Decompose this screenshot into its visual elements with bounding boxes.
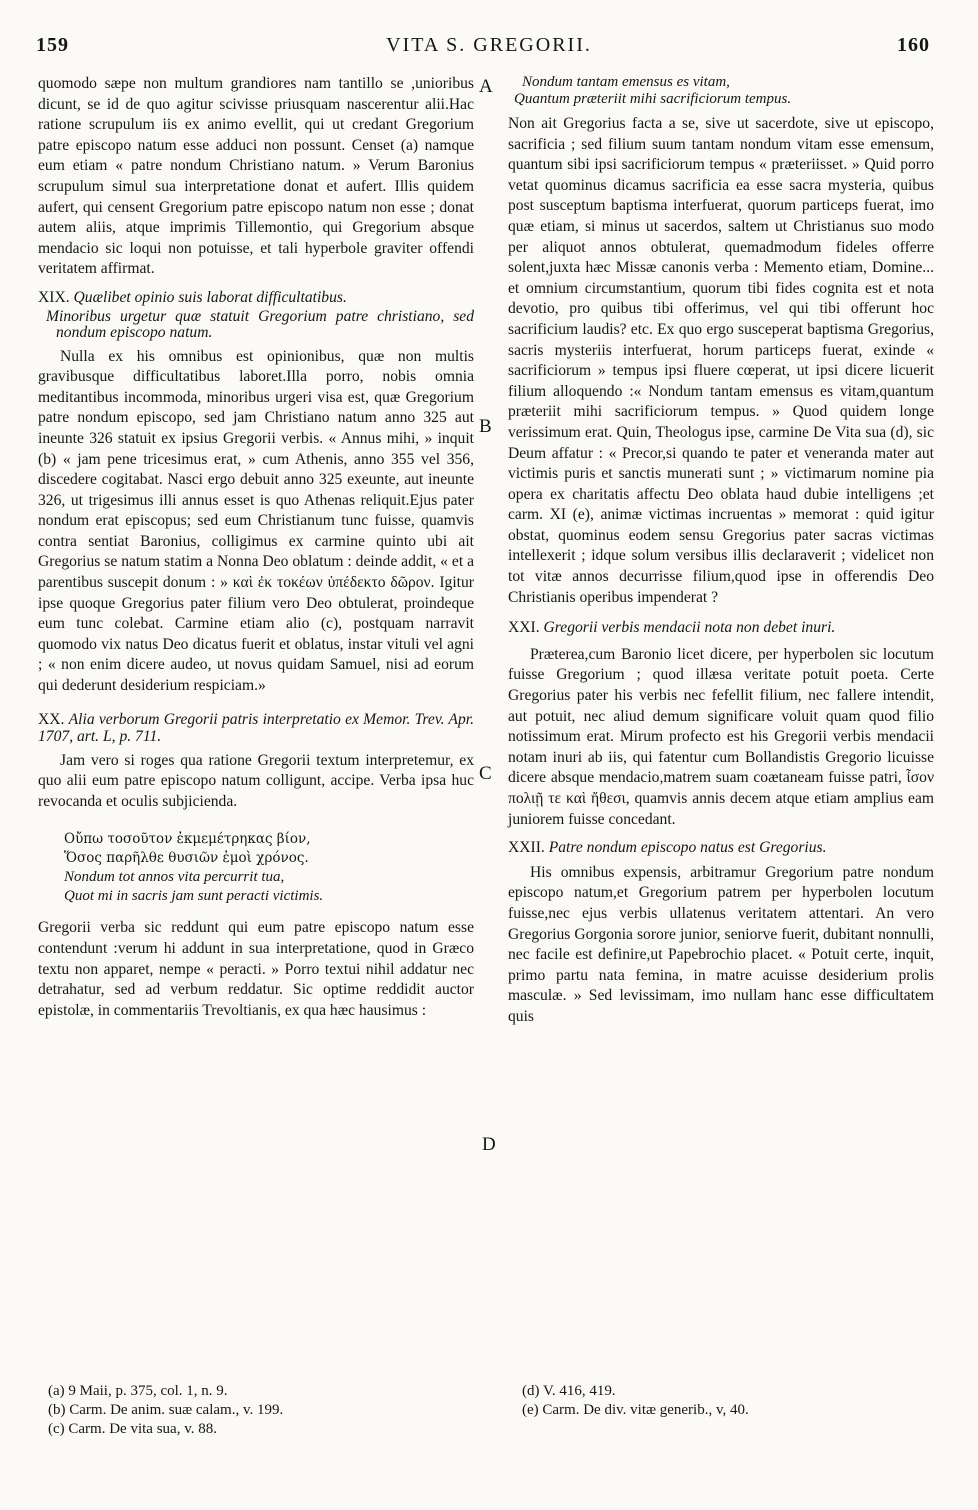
left-column	[38, 74, 474, 1021]
section-heading-xx: XX. Alia verborum Gregorii patris interpretatio ex Memor. Trev. Apr. 1707, art. L, p. 711.	[38, 710, 474, 745]
verse-line: Ὅσος παρῆλθε θυσιῶν ἐμοὶ χρόνος.	[64, 850, 309, 867]
margin-letter-a: A	[479, 76, 493, 97]
running-title: VITA S. GREGORII.	[386, 34, 592, 56]
section-subheading: Minoribus urgetur quæ statuit Gregorium patre christiano, sed nondum episcopo natum.	[46, 307, 474, 341]
footnote: (d) V. 416, 419.	[522, 1383, 616, 1399]
margin-letter-c: C	[479, 763, 492, 784]
verse-line: Οὔπω τοσοῦτον ἐκμεμέτρηκας βίον,	[64, 831, 311, 848]
page-header	[0, 34, 978, 66]
margin-letter-b: B	[479, 416, 492, 437]
footnotes-right	[522, 1382, 749, 1420]
paragraph: Gregorii verba sic reddunt qui eum patre episcopo natum esse contendunt :verum hi addunt in sua interpretatione, quod in Græco textu non apparet, nempe « peracti. » Porro textui nihil addatur nec detrahatur, sed ad verbum reddatur. Sic optime reddidit auctor epistolæ, in commentariis Trevoltianis, ex qua hæc hausimus :	[38, 919, 474, 1019]
paragraph: His omnibus expensis, arbitramur Gregorium patre nondum episcopo natum,et Gregorium patrem per hyperbolen locutum fuisse,nec ejus verbis ullatenus veritatem attentari. An vero Gregorius Gorgonia sorore junior, seniorve fuerit, dubitant nonnulli, nec facile est definire,ut Papebrochio placet. « Potuit certe, inquit, primo partu nata femina, in matre acuisse desiderium prolis masculæ. » Sed levissimam, imo nullam hanc esse difficultatem quis	[508, 863, 934, 1025]
footnote: (e) Carm. De div. vitæ generib., v, 40.	[522, 1402, 749, 1418]
section-heading-xix: XIX. Quælibet opinio suis laborat difficultatibus.	[38, 288, 347, 306]
footnote: (a) 9 Maii, p. 375, col. 1, n. 9.	[48, 1383, 228, 1399]
footnote: (b) Carm. De anim. suæ calam., v. 199.	[48, 1402, 284, 1418]
paragraph: Non ait Gregorius facta a se, sive ut sacerdote, sive ut episcopo, sacrificia ; sed filium suum tantam nondum vitam esse emensum, quantum sibi ipsi sacrificiorum tempus « præteriisset. » Quid porro vetat quominus dicamus sacrificia ea esse sacra mysteria, quibus post susceptum baptisma interfuerat, quorum particeps fuerat, imo quæ etiam, si minus ut sacerdos, saltem ut Christianus suo modo per aliquot annos obtulerat, quemadmodum fideles offerre solent,juxta hæc Missæ canonis verba : Memento etiam, Domine... et omnium circumstantium, quorum tibi fides cognita est et nota devotio, pro quibus tibi offerimus, vel qui tibi offerunt hoc sacrificium laudis? etc. Ex quo ergo susceperat baptisma Gregorius, sacris mysteriis interfuerat, horum particeps fuerat, exinde « sacrificiorum » tempus ipsi fluere cœperat, ut ipsi dicere licuerit filium alloquendo :« Nondum tantam emensus es vitam,quantum præteriit mihi sacrificiorum tempus. » Quod quidem longe verissimum erat. Quin, Theologus ipse, carmine De Vita sua (d), sic Deum affatur : « Precor,si quando te pater et veneranda mater aut victimis puris et sanctis munerati sunt ; » victimarum nomine pia opera ex charitatis affectu Deo oblata haud dubie intelligens ;et carm. XI (e), animæ victimas incruentas » memorat : quid igitur obstat, quominus eodem sensu Gregorius pater sacras victimas intellexerit ; idque solum versibus illis declaraverit ; videlicet non tot vitæ annos decurrisse filium,quod ipse in offerendis Deo Christianis operibus impenderat ?	[508, 115, 934, 606]
verse-line: Nondum tantam emensus es vitam,	[522, 74, 730, 90]
margin-letter-d: D	[482, 1134, 496, 1155]
section-heading-xxi: XXI. Gregorii verbis mendacii nota non debet inuri.	[508, 619, 836, 637]
page-number-right: 160	[897, 34, 930, 56]
footnotes-left	[48, 1382, 283, 1439]
paragraph: Nulla ex his omnibus est opinionibus, quæ non multis gravibusque difficultatibus laboret.Illa porro, nobis omnia meditantibus incommoda, minoribus urgeri visa est, quæ Gregorium patre nondum episcopo, sed jam Christiano natum anno 325 aut ineunte 326 statuit ex ipsius Gregorii verbis. « Annus mihi, » inquit (b) « jam pene tricesimus erat, » cum Athenis, anno 355 vel 356, discedere cogitabat. Nasci ergo debuit anno 325 exeunte, aut ineunte 326, ut trigesimus illi annus esset is quo Athenas reliquit.Ejus pater nondum erat episcopus; sed eum Christianum tunc fuisse, quamvis contra sentiat Baronius, colligimus ex carmine quinto ubi ait Gregorius se natum statim a Nonna Deo oblatum : deinde addit, « et a parentibus suscepit donum : » καὶ ἐκ τοκέων ὑπέδεκτο δῶρον. Igitur ipse quoque Gregorius pater filium vero Deo obtulerat, proindeque eum tunc colebat. Carmine etiam alio (c), postquam narravit quomodo vix natus Deo dicatus fuerit et oblatus, instar vituli vel agni ; « non enim dicere audeo, ut novus quidam Samuel, nisi ad eorum qui dederunt desiderium respiciam.»	[38, 347, 474, 695]
section-heading-xxii: XXII. Patre nondum episcopo natus est Gregorius.	[508, 839, 827, 857]
page-number-left: 159	[36, 34, 69, 56]
verse-quotation	[64, 830, 474, 906]
verse-translation	[508, 74, 934, 108]
verse-line: Nondum tot annos vita percurrit tua,	[64, 869, 285, 886]
paragraph: Præterea,cum Baronio licet dicere, per hyperbolen sic locutum fuisse Gregorium ; quod illæsa veritate potuit poeta. Certe Gregorius pater his verbis nec fefellit filium, nec fallere intendit, aut potuit, nec aliud demum significare voluit quam quod filio notissimum erat. Mirum profecto est his Gregorii verbis mendacii notam inuri ab iis, qui fatentur cum Bollandistis Gregorio licuisse dicere absque mendacio,matrem suam coætaneam fuisse patri, ἶσον πολιῇ τε καὶ ἤθεσι, quamvis annis decem atque etiam amplius eam juniorem fuisse concedant.	[508, 645, 934, 828]
right-column	[508, 74, 934, 1028]
verse-line: Quantum præteriit mihi sacrificiorum tempus.	[514, 91, 792, 107]
paragraph: Jam vero si roges qua ratione Gregorii textum interpretemur, ex quo alii eum patre episcopo natum colligunt, accipe. Verba ipsa huc revocanda et oculis subjicienda.	[38, 751, 474, 810]
footnote: (c) Carm. De vita sua, v. 88.	[48, 1421, 217, 1437]
paragraph: quomodo sæpe non multum grandiores nam tantillo se ,unioribus dicunt, se id de quo agitur scivisse priusquam nascerentur alii.Hac ratione scrupulum iis ex animo evellit, qui ut credant Gregorium patre episcopo natum esse adduci non possunt. Censet (a) namque eum etiam « patre nondum Christiano natum. » Verum Baronius scrupulum simul sua interpretatione donat et aufert. Illis quidem aufert, qui censent Gregorium patre episcopo natum non esse ; donat autem aliis, atque imprimis Tillemontio, qui Gregorium absque mendacio sic loqui non potuisse, et tali hyperbole graviter offendi veritatem affirmat.	[38, 75, 474, 278]
verse-line: Quot mi in sacris jam sunt peracti victimis.	[64, 888, 324, 905]
